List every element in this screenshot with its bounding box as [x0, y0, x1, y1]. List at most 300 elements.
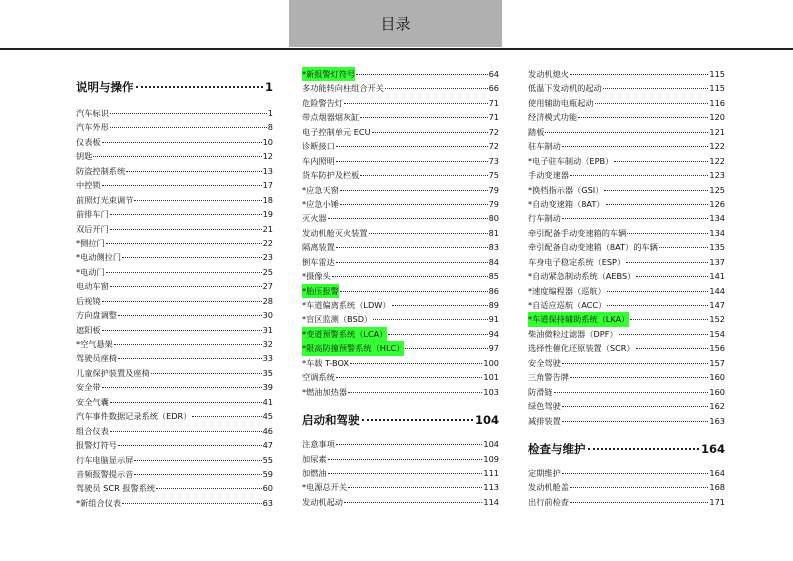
leader-dots — [604, 190, 708, 191]
toc-entry-label: 后视镜 — [76, 295, 101, 306]
toc-entry-page: 45 — [262, 411, 273, 422]
toc-entry[interactable] — [302, 466, 499, 480]
toc-entry-label: 发动机起动 — [302, 496, 343, 507]
toc-entry[interactable] — [76, 453, 273, 467]
toc-entry-label: 三角警告牌 — [528, 372, 569, 383]
toc-entry[interactable] — [302, 452, 499, 466]
toc-entry-label: 诊断接口 — [302, 141, 335, 152]
toc-entry-label: 加尿素 — [302, 453, 327, 464]
leader-dots — [336, 262, 488, 263]
toc-entry-label: 电动车窗 — [76, 281, 109, 292]
toc-entry-label: 防滑链 — [528, 386, 553, 397]
toc-entry[interactable] — [302, 183, 499, 197]
toc-entry[interactable] — [76, 164, 273, 178]
toc-entry-label: *盲区监测（BSD） — [302, 314, 373, 325]
toc-entry-label: *自适应巡航（ACC） — [528, 300, 607, 310]
leader-dots — [134, 474, 261, 475]
toc-entry[interactable] — [76, 135, 273, 149]
toc-entry-label: 前排车门 — [76, 209, 109, 220]
toc-entry[interactable] — [302, 139, 499, 153]
toc-entry-label: 注意事项 — [302, 439, 335, 450]
leader-dots — [328, 218, 488, 219]
toc-entry[interactable] — [302, 495, 499, 509]
toc-entry-page: 39 — [262, 382, 273, 393]
leader-dots — [362, 419, 473, 421]
toc-entry-label-highlighted: *限高防撞预警系统（HLC） — [302, 341, 404, 355]
toc-entry[interactable] — [76, 207, 273, 221]
toc-entry-label: 隔离装置 — [302, 242, 335, 253]
toc-entry-page: 75 — [488, 170, 499, 181]
toc-entry[interactable] — [76, 438, 273, 452]
toc-entry-page: 47 — [262, 440, 273, 451]
toc-entry-label: 低温下发动机的起动 — [528, 83, 602, 94]
toc-entry-page: 152 — [709, 314, 725, 325]
toc-entry[interactable] — [528, 298, 725, 312]
toc-entry[interactable] — [528, 341, 725, 355]
toc-entry-page: 30 — [262, 310, 273, 321]
leader-dots — [110, 214, 262, 215]
section-page: 164 — [700, 441, 725, 456]
toc-entry-label-highlighted: *胎压报警 — [302, 284, 339, 298]
toc-entry-label: *电子驻车制动（EPB） — [528, 155, 614, 166]
toc-entry-page: 141 — [709, 271, 725, 282]
toc-entry[interactable] — [528, 154, 725, 168]
toc-entry-page: 28 — [262, 295, 273, 306]
leader-dots — [405, 348, 487, 349]
leader-dots — [350, 363, 482, 364]
toc-entry[interactable] — [528, 480, 725, 494]
leader-dots — [369, 233, 488, 234]
toc-entry-label: 前照灯光束调节 — [76, 194, 134, 205]
toc-entry-page: 154 — [709, 328, 725, 339]
toc-entry-page: 35 — [262, 367, 273, 378]
toc-entry-page: 114 — [483, 496, 499, 507]
toc-entry[interactable] — [302, 341, 499, 355]
toc-entry[interactable] — [76, 106, 273, 120]
toc-entry[interactable] — [302, 356, 499, 370]
toc-entry-page: 18 — [262, 194, 273, 205]
toc-entry[interactable] — [528, 240, 725, 254]
toc-entry[interactable] — [302, 255, 499, 269]
leader-dots — [606, 204, 709, 205]
toc-entry-label-highlighted: *变道预警系统（LCA） — [302, 327, 387, 341]
toc-list — [76, 106, 273, 510]
toc-entry-page: 19 — [262, 209, 273, 220]
toc-entry-page: 63 — [262, 497, 273, 508]
toc-entry-page: 115 — [709, 69, 725, 79]
leader-dots — [348, 487, 482, 488]
leader-dots — [392, 305, 488, 306]
toc-entry-page: 27 — [262, 281, 273, 292]
leader-dots — [630, 319, 708, 320]
toc-entry-label: 定期维护 — [528, 467, 561, 478]
toc-entry[interactable] — [528, 327, 725, 341]
leader-dots — [340, 291, 488, 292]
leader-dots — [110, 229, 262, 230]
toc-entry-page: 13 — [262, 165, 273, 176]
leader-dots — [562, 406, 709, 407]
leader-dots — [619, 334, 709, 335]
leader-dots — [607, 305, 708, 306]
leader-dots — [578, 117, 708, 118]
toc-entry[interactable] — [76, 351, 273, 365]
toc-entry[interactable] — [528, 96, 725, 110]
leader-dots — [110, 402, 262, 403]
toc-entry-label: 出行前检查 — [528, 496, 569, 507]
toc-entry-label: 安全带 — [76, 382, 101, 393]
leader-dots — [570, 175, 708, 176]
toc-entry[interactable] — [76, 409, 273, 423]
leader-dots — [636, 348, 709, 349]
toc-entry-label: 空调系统 — [302, 372, 335, 383]
toc-entry[interactable] — [528, 211, 725, 225]
toc-entry-label: *应急小锤 — [302, 198, 339, 209]
toc-entry-page: 21 — [262, 223, 273, 234]
toc-section-heading[interactable] — [302, 412, 499, 428]
toc-entry-label: 汽车外形 — [76, 122, 109, 133]
toc-entry[interactable] — [76, 279, 273, 293]
leader-dots — [360, 175, 487, 176]
section-page: 104 — [474, 413, 499, 428]
toc-entry-page: 147 — [709, 300, 725, 310]
leader-dots — [607, 291, 709, 292]
toc-entry[interactable] — [528, 255, 725, 269]
toc-entry-label: 柴油微粒过滤器（DPF） — [528, 328, 618, 339]
leader-dots — [336, 146, 488, 147]
toc-entry-label: *侧拉门 — [76, 237, 105, 248]
toc-entry[interactable] — [528, 139, 725, 153]
toc-entry[interactable] — [302, 226, 499, 240]
toc-entry-label: *新组合仪表 — [76, 497, 122, 508]
toc-entry-page: 64 — [488, 69, 499, 79]
toc-entry-page: 17 — [262, 180, 273, 191]
toc-entry-label-highlighted: *车道保持辅助系统（LKA） — [528, 312, 629, 326]
toc-entry[interactable] — [302, 385, 499, 399]
toc-entry-page: 101 — [483, 372, 499, 383]
toc-entry-label: 选择性催化还原装置（SCR） — [528, 343, 635, 354]
toc-entry-label: 经济模式功能 — [528, 112, 578, 123]
leader-dots — [372, 132, 488, 133]
toc-entry-page: 171 — [709, 496, 725, 507]
toc-entry-label: 倒车雷达 — [302, 256, 335, 267]
leader-dots — [562, 473, 709, 474]
toc-entry[interactable] — [528, 183, 725, 197]
toc-entry-page: 134 — [709, 213, 725, 224]
toc-entry-label: 危险警告灯 — [302, 97, 343, 108]
leader-dots — [636, 276, 708, 277]
toc-entry-label: *车道偏离系统（LDW） — [302, 300, 391, 310]
toc-entry[interactable] — [76, 236, 273, 250]
toc-entry-page: 23 — [262, 252, 273, 263]
toc-entry-page: 79 — [488, 184, 499, 195]
leader-dots — [614, 161, 708, 162]
toc-entry-page: 122 — [709, 141, 725, 152]
leader-dots — [110, 431, 262, 432]
leader-dots — [122, 503, 262, 504]
toc-entry-page: 66 — [488, 83, 499, 94]
toc-entry-page: 134 — [709, 227, 725, 238]
toc-entry-label: 行车电脑显示屏 — [76, 454, 134, 465]
toc-entry[interactable] — [302, 327, 499, 341]
toc-entry[interactable] — [302, 312, 499, 326]
leader-dots — [344, 502, 482, 503]
leader-dots — [570, 377, 708, 378]
toc-entry-label: *速度编程器（巡航） — [528, 285, 606, 296]
leader-dots — [328, 473, 483, 474]
toc-entry-page: 22 — [262, 237, 273, 248]
toc-entry-page: 59 — [262, 468, 273, 479]
toc-entry-label: 防盗控制系统 — [76, 165, 126, 176]
toc-entry[interactable] — [528, 370, 725, 384]
toc-entry[interactable] — [528, 414, 725, 428]
page-title: 目录 — [380, 15, 411, 33]
toc-entry-page: 84 — [488, 256, 499, 267]
toc-entry-label: 行车制动 — [528, 213, 561, 224]
leader-dots — [570, 487, 708, 488]
toc-entry[interactable] — [76, 193, 273, 207]
toc-entry-page: 72 — [488, 141, 499, 152]
toc-entry-label: 车内照明 — [302, 155, 335, 166]
toc-entry[interactable] — [76, 294, 273, 308]
toc-entry[interactable] — [302, 67, 499, 81]
toc-entry-label: 双后开门 — [76, 223, 109, 234]
toc-entry[interactable] — [76, 467, 273, 481]
toc-entry[interactable] — [528, 399, 725, 413]
leader-dots — [151, 373, 262, 374]
leader-dots — [93, 156, 261, 157]
section-page: 1 — [264, 80, 273, 94]
leader-dots — [136, 86, 263, 88]
leader-dots — [106, 272, 262, 273]
toc-entry-label: 货车防护及栏板 — [302, 170, 360, 181]
toc-entry[interactable] — [528, 356, 725, 370]
leader-dots — [328, 459, 483, 460]
toc-entry-page: 32 — [262, 339, 273, 349]
toc-entry-label: *换档指示器（GSI） — [528, 184, 604, 195]
leader-dots — [134, 460, 261, 461]
toc-entry[interactable] — [76, 120, 273, 134]
toc-entry[interactable] — [302, 284, 499, 298]
toc-entry-page: 31 — [262, 324, 273, 335]
toc-list — [302, 67, 499, 399]
leader-dots — [562, 363, 709, 364]
toc-entry-page: 125 — [709, 184, 725, 195]
leader-dots — [360, 117, 487, 118]
toc-entry-page: 137 — [709, 256, 725, 267]
toc-entry-page: 135 — [709, 242, 725, 253]
toc-entry-label: 灭火器 — [302, 213, 327, 224]
leader-dots — [110, 113, 267, 114]
toc-entry-label: 汽车事件数据记录系统（EDR） — [76, 411, 192, 422]
toc-entry[interactable] — [76, 149, 273, 163]
leader-dots — [595, 103, 709, 104]
toc-entry-page: 123 — [709, 170, 725, 181]
leader-dots — [102, 301, 262, 302]
toc-section-heading[interactable] — [528, 441, 725, 457]
toc-entry[interactable] — [302, 96, 499, 110]
leader-dots — [336, 247, 488, 248]
toc-entry-label: 发动机舱灭火装置 — [302, 227, 368, 238]
toc-entry-label: 驾驶员 SCR 报警系统 — [76, 483, 156, 494]
leader-dots — [102, 142, 262, 143]
toc-entry-page: 41 — [262, 396, 273, 407]
toc-entry[interactable] — [302, 154, 499, 168]
toc-entry[interactable] — [302, 269, 499, 283]
toc-section-heading[interactable] — [76, 79, 273, 95]
toc-entry-label: *应急天窗 — [302, 184, 339, 195]
toc-entry-label: 带点烟器烟灰缸 — [302, 112, 360, 123]
toc-entry[interactable] — [302, 370, 499, 384]
toc-entry[interactable] — [528, 466, 725, 480]
toc-entry[interactable] — [528, 110, 725, 124]
leader-dots — [336, 444, 483, 445]
toc-list — [302, 437, 499, 509]
toc-entry-label: 手动变速器 — [528, 170, 569, 181]
toc-entry[interactable] — [528, 81, 725, 95]
toc-entry-page: 80 — [488, 213, 499, 224]
toc-entry-label: 音频报警提示音 — [76, 468, 134, 479]
toc-entry-page: 86 — [488, 285, 499, 296]
toc-entry[interactable] — [302, 240, 499, 254]
toc-entry[interactable] — [528, 125, 725, 139]
leader-dots — [118, 358, 262, 359]
toc-entry-page: 144 — [709, 285, 725, 296]
leader-dots — [102, 330, 262, 331]
toc-entry[interactable] — [76, 178, 273, 192]
leader-dots — [102, 185, 262, 186]
toc-column-1 — [76, 62, 273, 510]
toc-entry[interactable] — [76, 424, 273, 438]
leader-dots — [373, 319, 487, 320]
toc-entry-page: 81 — [488, 227, 499, 238]
toc-entry[interactable] — [528, 269, 725, 283]
leader-dots — [562, 146, 709, 147]
toc-entry-label: 踏板 — [528, 126, 545, 137]
leader-dots — [562, 421, 709, 422]
toc-entry[interactable] — [528, 168, 725, 182]
leader-dots — [110, 127, 267, 128]
toc-entry-page: 111 — [483, 467, 499, 478]
toc-entry-page: 71 — [488, 112, 499, 123]
toc-entry[interactable] — [528, 67, 725, 81]
toc-entry[interactable] — [528, 226, 725, 240]
toc-entry[interactable] — [76, 496, 273, 510]
toc-entry-page: 89 — [488, 300, 499, 310]
toc-entry-label: 牵引配备手动变速箱的车辆 — [528, 227, 627, 238]
toc-entry[interactable] — [302, 480, 499, 494]
toc-entry-label: 发动机舱盖 — [528, 482, 569, 493]
toc-entry[interactable] — [76, 323, 273, 337]
toc-entry-label: *自动紧急制动系统（AEBS） — [528, 271, 636, 282]
toc-entry[interactable] — [76, 222, 273, 236]
toc-entry-page: 160 — [709, 386, 725, 397]
toc-entry-label: 钥匙 — [76, 151, 93, 162]
leader-dots — [570, 74, 708, 75]
toc-entry-label: 安全气囊 — [76, 396, 109, 407]
toc-entry[interactable] — [76, 395, 273, 409]
toc-entry-label: 发动机熄火 — [528, 69, 569, 79]
toc-entry-page: 126 — [709, 198, 725, 209]
toc-header-tab — [289, 0, 502, 47]
toc-entry-page: 60 — [262, 483, 273, 494]
toc-entry-page: 120 — [709, 112, 725, 123]
toc-entry[interactable] — [76, 250, 273, 264]
toc-entry[interactable] — [302, 125, 499, 139]
leader-dots — [340, 204, 488, 205]
toc-entry-label: 方向盘调整 — [76, 310, 117, 321]
toc-entry-page: 109 — [483, 453, 499, 464]
toc-entry[interactable] — [528, 312, 725, 326]
toc-entry[interactable] — [302, 110, 499, 124]
toc-entry-label: 遮阳板 — [76, 324, 101, 335]
toc-entry-label: 仪表板 — [76, 136, 101, 147]
leader-dots — [332, 276, 488, 277]
toc-entry[interactable] — [76, 380, 273, 394]
toc-entry-label: 安全驾驶 — [528, 357, 561, 368]
toc-entry-label: 组合仪表 — [76, 425, 109, 436]
toc-entry[interactable] — [528, 495, 725, 509]
toc-entry-page: 71 — [488, 97, 499, 108]
toc-entry-label: *摄像头 — [302, 271, 331, 282]
leader-dots — [118, 445, 262, 446]
toc-entry[interactable] — [76, 366, 273, 380]
toc-entry[interactable] — [302, 298, 499, 312]
toc-entry-label: 牵引配备自动变速箱（8AT）的车辆 — [528, 242, 658, 253]
toc-entry-page: 162 — [709, 401, 725, 412]
toc-entry-label: 使用辅助电瓶起动 — [528, 97, 594, 108]
toc-entry[interactable] — [528, 385, 725, 399]
section-title: 检查与维护 — [528, 441, 586, 456]
toc-entry-page: 160 — [709, 372, 725, 383]
leader-dots — [126, 171, 261, 172]
leader-dots — [134, 200, 261, 201]
toc-entry[interactable] — [76, 265, 273, 279]
toc-entry[interactable] — [76, 308, 273, 322]
leader-dots — [106, 243, 262, 244]
toc-entry[interactable] — [76, 481, 273, 495]
toc-column-2 — [302, 62, 499, 509]
toc-entry-page: 156 — [709, 343, 725, 354]
toc-entry-label: 汽车标识 — [76, 108, 109, 118]
toc-entry-page: 113 — [483, 482, 499, 493]
section-title: 启动和驾驶 — [302, 413, 360, 428]
toc-entry-page: 168 — [709, 482, 725, 493]
toc-entry[interactable] — [302, 168, 499, 182]
leader-dots — [562, 218, 709, 219]
toc-entry-page: 33 — [262, 353, 273, 364]
toc-entry-page: 122 — [709, 155, 725, 166]
toc-list — [528, 466, 725, 509]
toc-column-3 — [528, 62, 725, 509]
toc-entry-page: 8 — [267, 122, 273, 133]
toc-entry[interactable] — [302, 197, 499, 211]
toc-entry[interactable] — [76, 337, 273, 351]
toc-entry-label: 驾驶员座椅 — [76, 353, 117, 364]
toc-entry-page: 12 — [262, 151, 273, 162]
leader-dots — [110, 286, 262, 287]
leader-dots — [114, 344, 262, 345]
toc-entry[interactable] — [302, 211, 499, 225]
toc-entry-page: 164 — [709, 467, 725, 478]
toc-entry-page: 46 — [262, 425, 273, 436]
toc-entry-page: 115 — [709, 83, 725, 94]
leader-dots — [122, 257, 262, 258]
toc-entry[interactable] — [528, 197, 725, 211]
toc-entry[interactable] — [302, 81, 499, 95]
leader-dots — [626, 262, 708, 263]
toc-entry[interactable] — [528, 284, 725, 298]
toc-entry[interactable] — [302, 437, 499, 451]
